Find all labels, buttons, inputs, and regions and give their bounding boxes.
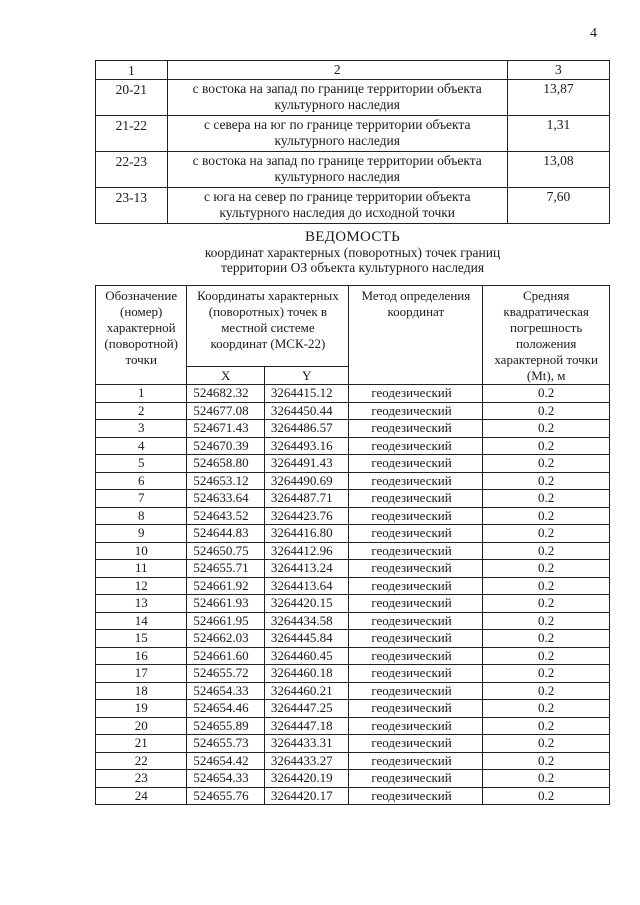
point-y: 3264460.45 [264,647,348,665]
point-number: 24 [96,787,187,805]
point-number: 11 [96,560,187,578]
point-method: геодезический [349,577,483,595]
segment-description: с юга на север по границе территории объекта культурного наследия до исходной точки [167,188,507,224]
point-error: 0.2 [483,595,610,613]
point-y: 3264447.18 [264,717,348,735]
point-y: 3264420.19 [264,770,348,788]
coordinate-row [96,787,610,805]
point-error: 0.2 [483,630,610,648]
point-x: 524655.73 [187,735,264,753]
point-x: 524661.93 [187,595,264,613]
header-point-designation: Обозначение (номер) характерной (поворотной) точки [96,286,187,385]
point-x: 524658.80 [187,455,264,473]
segment-row [96,80,610,116]
segments-header-col-2: 2 [167,61,507,80]
point-error: 0.2 [483,385,610,403]
point-method: геодезический [349,560,483,578]
point-x: 524661.95 [187,612,264,630]
point-number: 21 [96,735,187,753]
point-number: 17 [96,665,187,683]
header-x: X [187,367,264,385]
point-method: геодезический [349,612,483,630]
coordinate-row [96,700,610,718]
point-number: 18 [96,682,187,700]
segment-length: 13,08 [507,152,609,188]
point-error: 0.2 [483,577,610,595]
point-error: 0.2 [483,402,610,420]
point-number: 22 [96,752,187,770]
segment-length: 7,60 [507,188,609,224]
point-x: 524644.83 [187,525,264,543]
header-method: Метод определения координат [349,286,483,385]
point-number: 7 [96,490,187,508]
point-method: геодезический [349,735,483,753]
coordinate-row [96,542,610,560]
point-y: 3264460.18 [264,665,348,683]
point-x: 524650.75 [187,542,264,560]
point-method: геодезический [349,682,483,700]
point-error: 0.2 [483,665,610,683]
point-number: 9 [96,525,187,543]
point-x: 524655.71 [187,560,264,578]
point-error: 0.2 [483,752,610,770]
point-method: геодезический [349,525,483,543]
point-method: геодезический [349,490,483,508]
point-method: геодезический [349,717,483,735]
point-y: 3264490.69 [264,472,348,490]
point-x: 524671.43 [187,420,264,438]
point-number: 20 [96,717,187,735]
point-method: геодезический [349,402,483,420]
point-error: 0.2 [483,612,610,630]
segment-row [96,152,610,188]
point-number: 1 [96,385,187,403]
point-error: 0.2 [483,542,610,560]
coordinate-row [96,402,610,420]
point-number: 4 [96,437,187,455]
point-y: 3264412.96 [264,542,348,560]
point-error: 0.2 [483,717,610,735]
coordinate-row [96,577,610,595]
segment-description: с севера на юг по границе территории объекта культурного наследия [167,116,507,152]
segments-header-col-3: 3 [507,61,609,80]
point-y: 3264493.16 [264,437,348,455]
point-y: 3264420.15 [264,595,348,613]
point-x: 524633.64 [187,490,264,508]
point-error: 0.2 [483,472,610,490]
point-x: 524661.92 [187,577,264,595]
header-coordinates: Координаты характерных (поворотных) точек в местной системе координат (МСК-22) [187,286,349,367]
point-error: 0.2 [483,647,610,665]
point-method: геодезический [349,455,483,473]
point-number: 5 [96,455,187,473]
point-y: 3264416.80 [264,525,348,543]
point-error: 0.2 [483,455,610,473]
header-y: Y [264,367,348,385]
coordinate-row [96,385,610,403]
point-method: геодезический [349,787,483,805]
point-y: 3264486.57 [264,420,348,438]
coordinates-header-row [96,286,610,367]
point-x: 524643.52 [187,507,264,525]
point-method: геодезический [349,507,483,525]
segments-header-col-1: 1 [96,61,168,80]
point-method: геодезический [349,665,483,683]
coordinate-row [96,647,610,665]
point-y: 3264445.84 [264,630,348,648]
point-number: 19 [96,700,187,718]
coordinate-row [96,437,610,455]
coordinate-row [96,472,610,490]
point-x: 524662.03 [187,630,264,648]
coordinate-row [96,455,610,473]
point-y: 3264413.64 [264,577,348,595]
point-y: 3264413.24 [264,560,348,578]
point-y: 3264423.76 [264,507,348,525]
point-x: 524654.33 [187,682,264,700]
segment-id: 22-23 [96,152,168,188]
coordinates-table [95,285,610,805]
coordinate-row [96,420,610,438]
point-method: геодезический [349,472,483,490]
point-method: геодезический [349,437,483,455]
point-error: 0.2 [483,490,610,508]
point-method: геодезический [349,542,483,560]
point-number: 6 [96,472,187,490]
point-method: геодезический [349,770,483,788]
point-x: 524661.60 [187,647,264,665]
point-error: 0.2 [483,682,610,700]
point-y: 3264450.44 [264,402,348,420]
segment-row [96,188,610,224]
point-y: 3264447.25 [264,700,348,718]
segment-description: с востока на запад по границе территории объекта культурного наследия [167,80,507,116]
point-number: 23 [96,770,187,788]
point-x: 524670.39 [187,437,264,455]
point-number: 16 [96,647,187,665]
point-error: 0.2 [483,525,610,543]
statement-title-main: ВЕДОМОСТЬ [304,229,401,245]
point-error: 0.2 [483,420,610,438]
point-number: 8 [96,507,187,525]
point-error: 0.2 [483,735,610,753]
coordinate-row [96,735,610,753]
coordinate-row [96,770,610,788]
coordinate-row [96,595,610,613]
segment-length: 13,87 [507,80,609,116]
coordinate-row [96,717,610,735]
point-y: 3264434.58 [264,612,348,630]
point-error: 0.2 [483,560,610,578]
coordinate-row [96,525,610,543]
point-x: 524655.72 [187,665,264,683]
point-error: 0.2 [483,437,610,455]
page-number: 4 [590,26,597,41]
point-error: 0.2 [483,700,610,718]
point-x: 524677.08 [187,402,264,420]
point-x: 524655.89 [187,717,264,735]
point-y: 3264433.31 [264,735,348,753]
coordinate-row [96,560,610,578]
point-method: геодезический [349,700,483,718]
point-y: 3264420.17 [264,787,348,805]
point-error: 0.2 [483,507,610,525]
point-number: 14 [96,612,187,630]
point-method: геодезический [349,630,483,648]
segment-row [96,116,610,152]
statement-title-line-2: территории ОЗ объекта культурного наследия [220,260,485,275]
point-method: геодезический [349,595,483,613]
coordinate-row [96,490,610,508]
coordinate-row [96,682,610,700]
segments-table-header [96,61,610,80]
coordinate-row [96,752,610,770]
segment-length: 1,31 [507,116,609,152]
coordinate-row [96,612,610,630]
point-x: 524654.46 [187,700,264,718]
point-x: 524653.12 [187,472,264,490]
point-y: 3264460.21 [264,682,348,700]
point-number: 12 [96,577,187,595]
point-y: 3264487.71 [264,490,348,508]
coordinate-row [96,507,610,525]
point-number: 15 [96,630,187,648]
coordinate-row [96,665,610,683]
segment-description: с востока на запад по границе территории объекта культурного наследия [167,152,507,188]
point-y: 3264491.43 [264,455,348,473]
point-error: 0.2 [483,787,610,805]
point-method: геодезический [349,647,483,665]
point-method: геодезический [349,752,483,770]
statement-title-line-1: координат характерных (поворотных) точек границ [204,245,501,260]
point-number: 3 [96,420,187,438]
point-x: 524655.76 [187,787,264,805]
point-method: геодезический [349,385,483,403]
segment-id: 20-21 [96,80,168,116]
point-number: 13 [96,595,187,613]
point-x: 524682.32 [187,385,264,403]
segment-id: 23-13 [96,188,168,224]
statement-title [95,230,610,275]
point-x: 524654.42 [187,752,264,770]
point-error: 0.2 [483,770,610,788]
coordinate-row [96,630,610,648]
point-x: 524654.33 [187,770,264,788]
point-y: 3264433.27 [264,752,348,770]
segment-id: 21-22 [96,116,168,152]
point-method: геодезический [349,420,483,438]
point-number: 2 [96,402,187,420]
header-error: Средняя квадратическая погрешность положения характерной точки (Mt), м [483,286,610,385]
point-number: 10 [96,542,187,560]
segments-table [95,60,610,224]
point-y: 3264415.12 [264,385,348,403]
